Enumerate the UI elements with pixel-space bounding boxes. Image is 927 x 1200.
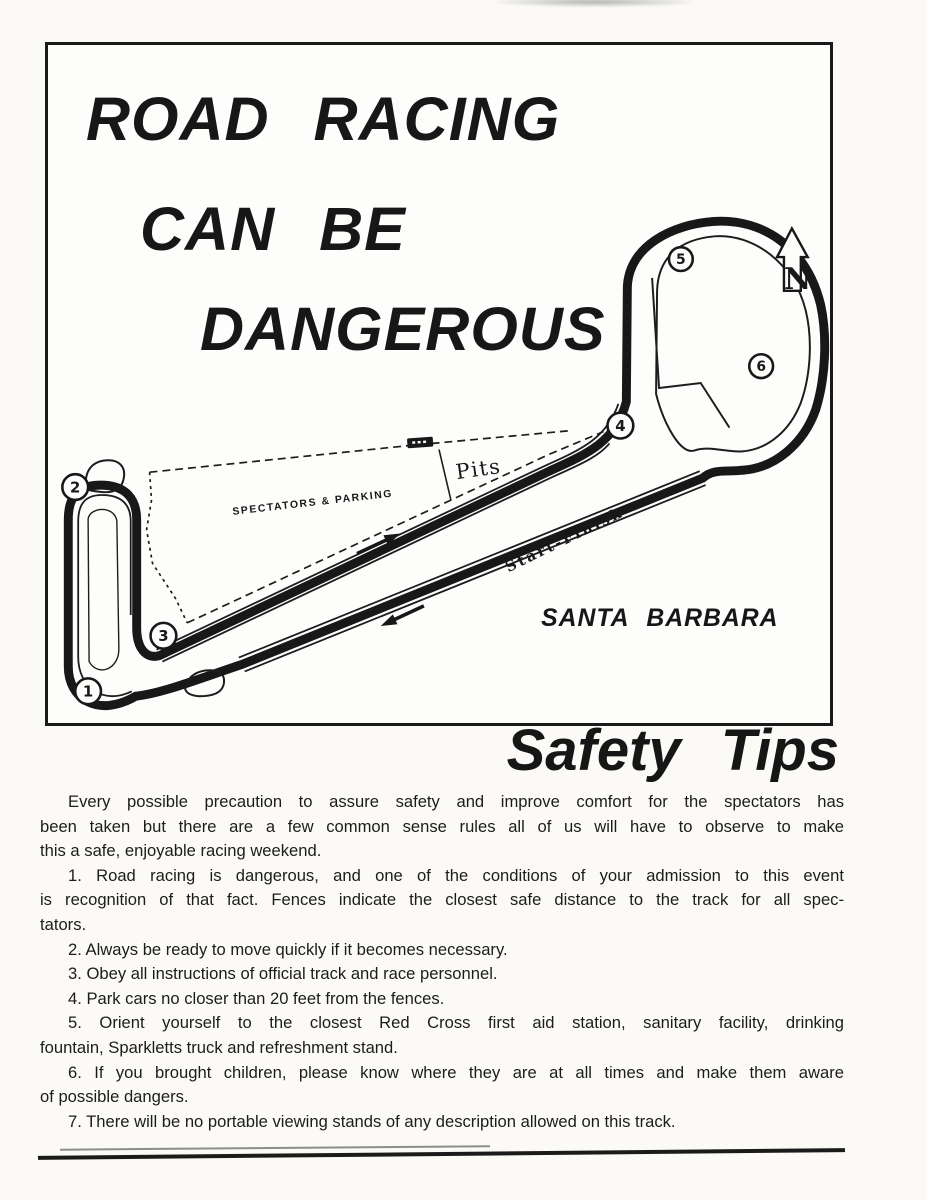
warning-title-line-1: ROAD RACING [86,85,561,153]
turn-marker-3 [151,623,177,649]
spectators-label: SPECTATORS & PARKING [231,488,394,518]
tower-badge-icon [407,437,433,449]
body-line: 4. Park cars no closer than 20 feet from the fences. [68,988,445,1008]
svg-text:3: 3 [158,627,169,646]
bottom-rule-echo [60,1145,490,1150]
parking-boundary-top-dashed [150,431,571,473]
svg-text:1: 1 [82,682,94,701]
turn-marker-5 [669,247,693,271]
body-line: 5. Orient yourself to the closest Red Cross first aid station, sanitary facility, drinking [68,1013,844,1033]
safety-text-block [40,790,844,1134]
turn-marker-2 [62,474,88,500]
warning-title-line-3: DANGEROUS [200,295,606,363]
parking-boundary-left-dotted [147,472,188,623]
svg-text:2: 2 [70,478,81,497]
loop-service-road-lines [652,278,729,428]
body-line: is recognition of that fact. Fences indicate the closest safe distance to the track for all spec- [40,890,844,910]
start-finish-label: Start-Finish [502,502,627,576]
body-line: 2. Always be ready to move quickly if it becomes necessary. [68,939,508,959]
pits-label: Pits [454,453,503,485]
body-line: 1. Road racing is dangerous, and one of the conditions of your admission to this event [68,865,844,885]
svg-text:4: 4 [615,417,626,436]
body-line: been taken but there are a few common sense rules all of us will have to observe to make [40,816,844,836]
safety-tips-heading: Safety Tips [506,718,839,783]
body-line: 3. Obey all instructions of official track and race personnel. [68,964,498,984]
body-line: 7. There will be no portable viewing stands of any description allowed on this track. [68,1111,676,1131]
turn-marker-1 [75,678,101,704]
body-line: this a safe, enjoyable racing weekend. [40,841,322,861]
north-label: N [783,261,812,297]
body-line: tators. [40,914,87,934]
hairpin-island-outline [88,509,119,669]
svg-text:6: 6 [756,359,766,376]
track-outline [68,221,824,705]
track-map-panel [45,42,833,726]
body-line: 6. If you brought children, please know where they are at all times and make them aware [68,1062,844,1082]
turn-marker-4 [608,413,634,439]
hairpin-inner-line [78,495,132,696]
svg-text:5: 5 [676,252,686,269]
turn-marker-6 [749,354,773,378]
bottom-rule [38,1148,845,1159]
warning-title-line-2: CAN BE [140,195,406,263]
city-label: SANTA BARBARA [541,604,779,632]
body-line: of possible dangers. [40,1087,189,1107]
body-line: fountain, Sparkletts truck and refreshment stand. [40,1037,398,1057]
pits-divider-line [439,449,451,500]
body-line: Every possible precaution to assure safety and improve comfort for the spectators has [68,792,844,811]
scan-smudge [495,0,695,7]
